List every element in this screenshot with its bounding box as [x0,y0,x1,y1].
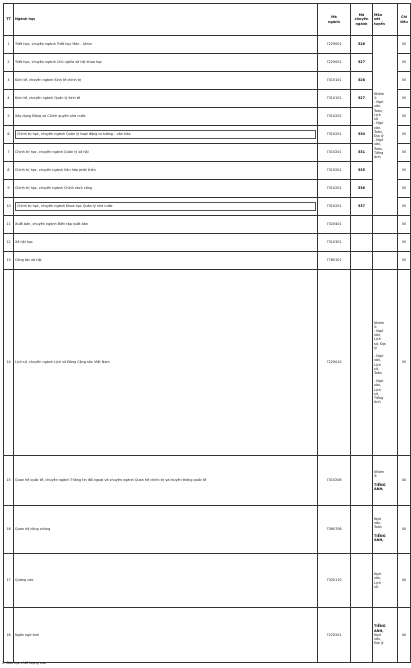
table-row [4,54,411,72]
cell-ma: 7320401 [318,216,351,234]
cell-tt: 8 [4,162,14,180]
cell-nganh: Quan hệ công chúng [14,506,318,554]
header-ct-l1: Chỉ [400,15,408,20]
cell-cn: 530 [351,126,373,144]
cell-ma: 7229001 [318,36,351,54]
cell-ma: 7310201 [318,180,351,198]
cell-ct: 50 [398,270,411,456]
mon-a-11: - Ngữ [374,138,384,143]
mon-a-7: - Ngữ [374,121,384,126]
cell-nganh: Xuất bản, chuyên ngành Biên tập xuất bản [14,216,318,234]
cell-ma: 7310101 [318,90,351,108]
cell-tt: 3 [4,72,14,90]
table-row [4,162,411,180]
cell-ma: 7310201 [318,126,351,144]
mon-16-1: văn, [374,521,382,526]
cell-nganh-boxed: Chính trị học, chuyên ngành Quản lý hoạt động tư tưởng – văn hóa [15,130,316,138]
mon-a-8: văn, [374,125,382,130]
admissions-table [3,3,411,663]
mon-a-12: văn, [374,142,382,147]
table-row [4,456,411,506]
table-row [4,90,411,108]
mon-b-0: Nhóm [374,320,385,325]
cell-cn: 536 [351,180,373,198]
mon-a-2: - Ngữ [374,100,384,105]
mon-a-5: Lịch [374,112,381,117]
cell-ct: 50 [398,36,411,54]
cell-cn [351,252,373,270]
cell-ma: 7229001 [318,54,351,72]
mon-a-14: Tiếng [374,150,384,155]
cell-cn [351,456,373,506]
header-mcn-l1: Mã [358,13,365,18]
cell-ct: 40 [398,608,411,663]
mon-18-2: Ngữ [374,632,381,637]
header-mon-l2: xét [374,17,381,22]
cell-ma: 7220201 [318,608,351,663]
cell-nganh: Triết học, chuyên ngành Triết học Mác - Lênin [14,36,318,54]
table-row [4,234,411,252]
mon-15-1: 3: [374,474,378,479]
cell-ma: 7310301 [318,234,351,252]
mon-16-0: Ngữ [374,516,381,521]
cell-tt: 5 [4,108,14,126]
mon-b-6: lý [374,345,377,350]
cell-mon [373,506,398,554]
cell-tt: 12 [4,234,14,252]
mon-a-6: sử [374,117,378,122]
cell-ct: 50 [398,54,411,72]
mon-17-0: Ngữ [374,572,381,577]
cell-cn: 526 [351,36,373,54]
cell-mon-group-b [373,270,398,456]
header-mcn-l2: chuyên [354,17,369,22]
cell-nganh: Công tác xã hội [14,252,318,270]
table-row [4,198,411,216]
header-mcn-l3: ngành [355,21,368,26]
cell-ct: 40 [398,554,411,608]
cell-cn [351,234,373,252]
mon-a-10: Địa lý [374,133,384,138]
cell-tt: 13 [4,252,14,270]
mon-b-15: sử, [374,391,379,396]
cell-nganh: Chính trị học, chuyên ngành Văn hóa phát triển [14,162,318,180]
table-row [4,180,411,198]
cell-tt: 4 [4,90,14,108]
cell-nganh: Kinh tế, chuyên ngành Kinh tế chính trị [14,72,318,90]
cell-tt: 10 [4,198,14,216]
header-ma-chuyen-nganh [351,4,373,36]
header-ma-nganh-l1: Mã [331,15,337,20]
cell-ct: 50 [398,90,411,108]
cell-mon [373,608,398,663]
cell-ma: 7310201 [318,144,351,162]
cell-cn [351,554,373,608]
cell-tt: 6 [4,126,14,144]
cell-cn: 535 [351,162,373,180]
cell-ct: 50 [398,180,411,198]
cell-nganh: Triết học, chuyên ngành Chủ nghĩa xã hội khoa học [14,54,318,72]
table-row [4,144,411,162]
cell-tt: 17 [4,554,14,608]
cell-cn [351,608,373,663]
mon-b-3: văn, [374,333,382,338]
cell-cn: 537 [351,198,373,216]
header-ma-nganh-l2: ngành [328,19,340,24]
header-mon-xet-tuyen [373,4,398,36]
cell-nganh: Kinh tế, chuyên ngành Quản lý kinh tế [14,90,318,108]
mon-b-9: Lịch [374,362,381,367]
table-row [4,270,411,456]
mon-a-13: Toán, [374,146,383,151]
cell-tt: 16 [4,506,14,554]
mon-a-0: Nhóm [374,91,385,96]
mon-b-14: Lịch [374,387,381,392]
cell-cn [351,216,373,234]
mon-b-4: Lịch [374,337,381,342]
footnote: 2. Đào tạo chất lượng cao [2,661,46,665]
cell-cn: 531 [351,144,373,162]
mon-b-10: sử, [374,366,379,371]
mon-b-12: - Ngữ [374,379,384,384]
mon-a-9: Toán, [374,129,383,134]
cell-ma: 7310206 [318,456,351,506]
cell-ma: 7310201 [318,198,351,216]
cell-ma: 7310201 [318,162,351,180]
cell-nganh: Xã hội học [14,234,318,252]
cell-ct: 50 [398,162,411,180]
mon-17-2: Lịch [374,580,381,585]
cell-nganh: Xây dựng Đảng và Chính quyền nhà nước [14,108,318,126]
cell-tt: 11 [4,216,14,234]
cell-nganh [14,198,318,216]
mon-17-top: TIẾNG ANH, [374,533,386,542]
cell-mon [373,234,398,252]
mon-b-11: Toán [374,370,382,375]
cell-ct: 50 [398,108,411,126]
cell-tt: 15 [4,456,14,506]
cell-tt: 7 [4,144,14,162]
cell-mon [373,554,398,608]
cell-ct: 50 [398,72,411,90]
header-mon-l3: tuyển [374,21,385,26]
header-chi-tieu [398,4,411,36]
cell-nganh-boxed: Chính trị học, chuyên ngành Khoa học Quản lý nhà nước [15,202,316,210]
mon-16-top: TIẾNG ANH, [374,482,386,491]
header-tt: TT [4,4,14,36]
header-mon-l1: Môn [374,13,383,18]
cell-ct: 50 [398,234,411,252]
table-row [4,554,411,608]
mon-18-3: văn, [374,637,382,642]
table-row [4,36,411,54]
mon-b-8: văn, [374,358,382,363]
table-row [4,72,411,90]
mon-18-1: ANH, [374,628,384,633]
cell-ma: 7320110 [318,554,351,608]
cell-cn: 527 [351,54,373,72]
table-row [4,216,411,234]
cell-ma: 7310202 [318,108,351,126]
header-ma-nganh [318,4,351,36]
mon-b-17: Anh [374,400,381,405]
table-row [4,108,411,126]
table-header-row [4,4,411,36]
table-row [4,126,411,144]
cell-ct: 50 [398,126,411,144]
cell-mon [373,456,398,506]
cell-nganh: Chính trị học, chuyên ngành Chính sách công [14,180,318,198]
cell-nganh: Quan hệ quốc tế, chuyên ngành Thông tin đối ngoại và chuyên ngành Quan hệ chính trị và truyền thông quốc tế [14,456,318,506]
admissions-table-sheet [3,3,408,659]
cell-cn: 528 [351,72,373,90]
cell-nganh [14,126,318,144]
cell-tt: 2 [4,54,14,72]
mon-17-1: văn, [374,576,382,581]
cell-ct: 50 [398,252,411,270]
table-row [4,252,411,270]
mon-b-13: văn, [374,383,382,388]
cell-cn [351,108,373,126]
mon-b-2: - Ngữ [374,329,384,334]
mon-15-0: Nhóm [374,470,385,475]
cell-cn [351,270,373,456]
table-row [4,608,411,663]
header-nganh: Ngành học [14,4,318,36]
cell-nganh: Quảng cáo [14,554,318,608]
mon-a-1: 1: [374,96,378,101]
cell-nganh: Lịch sử, chuyên ngành Lịch sử Đảng Cộng sản Việt Nam [14,270,318,456]
mon-b-5: sử, Địa [374,341,386,346]
cell-ct: 50 [398,216,411,234]
mon-a-4: Toán, [374,108,383,113]
cell-ct: 40 [398,456,411,506]
cell-ct: 50 [398,144,411,162]
cell-ma: 7360708 [318,506,351,554]
cell-mon-group-a [373,36,398,216]
cell-ct: 50 [398,198,411,216]
mon-b-7: - Ngữ [374,354,384,359]
cell-nganh: Ngôn ngữ Anh [14,608,318,663]
mon-a-3: văn, [374,104,382,109]
table-row [4,506,411,554]
cell-tt: 14 [4,270,14,456]
cell-ma: 7229010 [318,270,351,456]
cell-tt: 9 [4,180,14,198]
mon-b-1: 2: [374,324,378,329]
cell-nganh: Chính trị học, chuyên ngành Quản lý xã hội [14,144,318,162]
cell-tt: 1 [4,36,14,54]
cell-cn [351,506,373,554]
cell-ma: 7760101 [318,252,351,270]
mon-18-4: Địa lý [374,641,384,646]
mon-b-16: Tiếng [374,395,384,400]
cell-tt: 18 [4,608,14,663]
cell-mon [373,216,398,234]
mon-17-3: sử [374,584,378,589]
cell-ma: 7310101 [318,72,351,90]
mon-18-0: TIẾNG [374,624,386,629]
cell-ct: 40 [398,506,411,554]
cell-mon [373,252,398,270]
header-ct-l2: tiêu [400,19,408,24]
cell-cn: 527 [351,90,373,108]
mon-16-2: Toán [374,525,382,530]
mon-a-15: Anh [374,154,381,159]
